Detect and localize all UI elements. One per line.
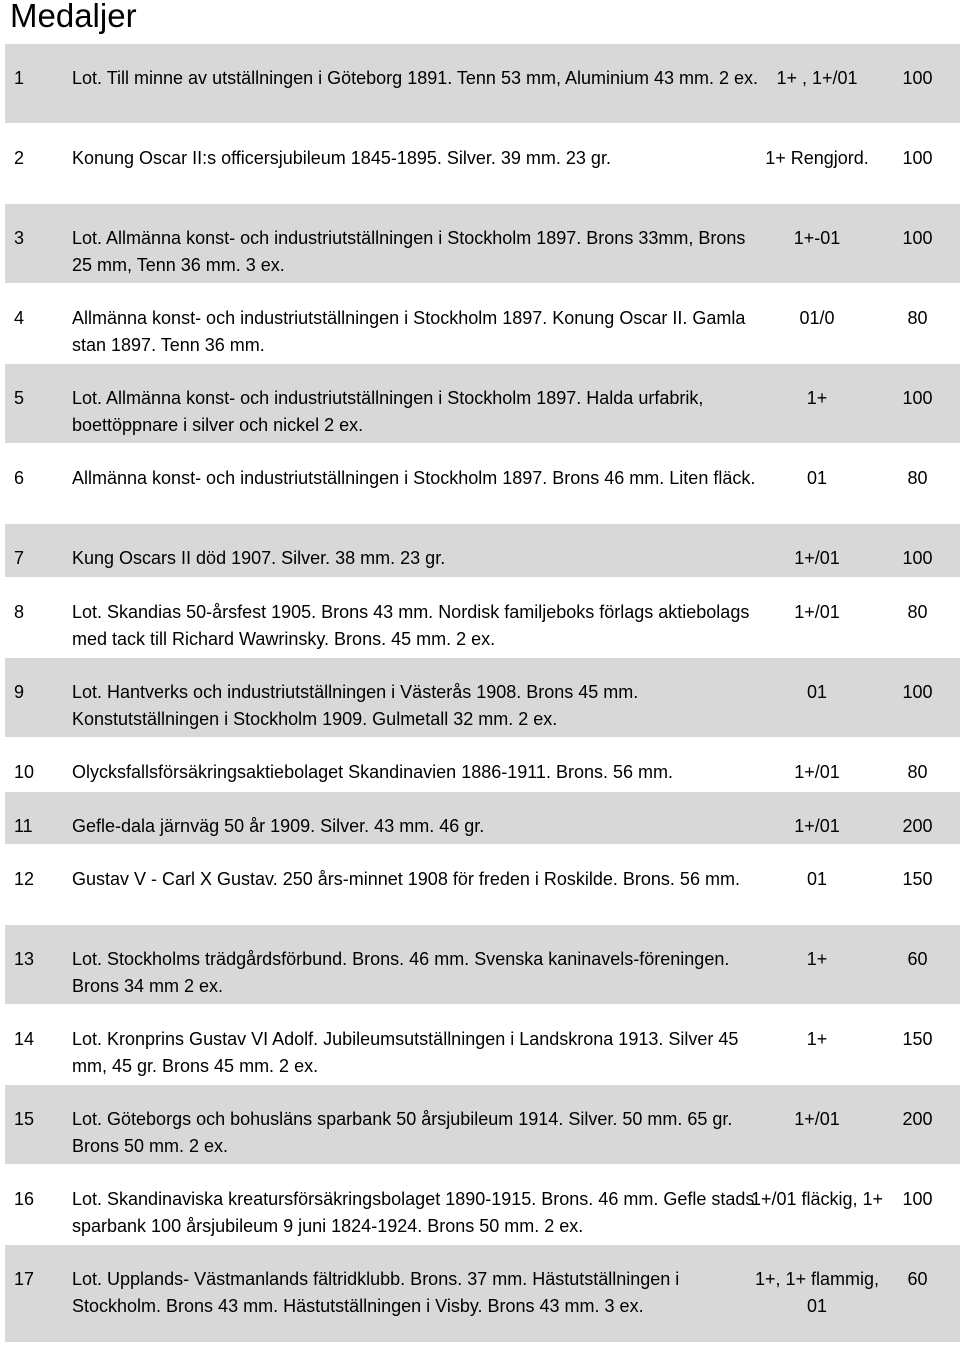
lot-number: 16 [14, 1189, 35, 1209]
lot-price: 80 [907, 308, 928, 328]
table-row [5, 925, 960, 1005]
lot-number: 11 [14, 816, 33, 836]
lot-description: Lot. Skandinaviska kreatursförsäkringsbolaget 1890-1915. Brons. 46 mm. Gefle stads sparbank 100 årsjubileum 9 juni 1824-1924. Brons 50 mm. 2 ex. [72, 1189, 755, 1236]
table-row [5, 845, 960, 925]
lot-number: 12 [14, 869, 35, 889]
lot-price: 60 [907, 1269, 928, 1289]
lot-condition: 1+/01 [794, 816, 840, 836]
lot-price: 60 [907, 949, 928, 969]
table-row [5, 1085, 960, 1165]
lot-condition: 01/0 [799, 308, 835, 328]
lot-price: 80 [907, 468, 928, 488]
lot-condition: 01 [806, 468, 828, 488]
lot-number: 6 [14, 468, 25, 488]
lot-condition: 1+ Rengjord. [765, 148, 869, 168]
lot-description: Lot. Till minne av utställningen i Göteborg 1891. Tenn 53 mm, Aluminium 43 mm. 2 ex. [72, 68, 759, 88]
lot-description: Kung Oscars II död 1907. Silver. 38 mm. 23 gr. [72, 548, 446, 568]
lot-description: Lot. Göteborgs och bohusläns sparbank 50 årsjubileum 1914. Silver. 50 mm. 65 gr. Brons 50 mm. 2 ex. [72, 1109, 733, 1156]
table-row [5, 1245, 960, 1343]
lot-number: 8 [14, 602, 25, 622]
lot-number: 1 [14, 68, 25, 88]
lot-description: Lot. Skandias 50-årsfest 1905. Brons 43 mm. Nordisk familjeboks förlags aktiebolags med tack till Richard Wawrinsky. Brons. 45 mm. 2 ex. [72, 602, 750, 649]
table-row [5, 1165, 960, 1245]
lot-price: 200 [902, 816, 933, 836]
lot-number: 7 [14, 548, 25, 568]
lot-description: Lot. Kronprins Gustav VI Adolf. Jubileumsutställningen i Landskrona 1913. Silver 45 mm, 45 gr. Brons 45 mm. 2 ex. [72, 1029, 739, 1076]
table-row [5, 792, 960, 845]
lot-condition: 1+/01 [794, 762, 840, 782]
lot-price: 100 [902, 148, 933, 168]
lot-condition: 01 [806, 682, 828, 702]
lot-description: Lot. Allmänna konst- och industriutställningen i Stockholm 1897. Brons 33mm, Brons 25 mm, Tenn 36 mm. 3 ex. [72, 228, 746, 275]
table-row [5, 284, 960, 364]
lot-description: Konung Oscar II:s officersjubileum 1845-1895. Silver. 39 mm. 23 gr. [72, 148, 611, 168]
lot-price: 100 [902, 1189, 933, 1209]
lot-price: 80 [907, 602, 928, 622]
lot-number: 3 [14, 228, 25, 248]
lot-description: Lot. Stockholms trädgårdsförbund. Brons. 46 mm. Svenska kaninavels-föreningen. Brons 34 mm 2 ex. [72, 949, 730, 996]
lot-number: 4 [14, 308, 25, 328]
table-row [5, 364, 960, 444]
lot-number: 14 [14, 1029, 35, 1049]
table-row [5, 524, 960, 578]
lot-price: 100 [902, 682, 933, 702]
table-row [5, 444, 960, 524]
lot-description: Gustav V - Carl X Gustav. 250 års-minnet 1908 för freden i Roskilde. Brons. 56 mm. [72, 869, 740, 889]
lot-condition: 1+ [806, 388, 828, 408]
lot-description: Lot. Upplands- Västmanlands fältridklubb. Brons. 37 mm. Hästutställningen i Stockholm. Brons 43 mm. Hästutställningen i Visby. Brons 43 mm. 3 ex. [72, 1269, 680, 1316]
lot-price: 100 [902, 68, 933, 88]
lot-price: 100 [902, 548, 933, 568]
lot-number: 15 [14, 1109, 35, 1129]
lot-table [5, 44, 960, 1343]
lot-condition: 1+/01 [794, 1109, 840, 1129]
table-row [5, 578, 960, 658]
lot-number: 13 [14, 949, 35, 969]
lot-description: Olycksfallsförsäkringsaktiebolaget Skandinavien 1886-1911. Brons. 56 mm. [72, 762, 673, 782]
lot-number: 2 [14, 148, 25, 168]
lot-price: 80 [907, 762, 928, 782]
lot-condition: 1+ [806, 949, 828, 969]
lot-number: 10 [14, 762, 35, 782]
lot-number: 9 [14, 682, 25, 702]
lot-price: 200 [902, 1109, 933, 1129]
lot-condition: 1+/01 [794, 548, 840, 568]
lot-price: 150 [902, 869, 933, 889]
table-row [5, 1005, 960, 1085]
page-title: Medaljer [10, 0, 137, 34]
lot-description: Lot. Hantverks och industriutställningen i Västerås 1908. Brons 45 mm. Konstutställningen i Stockholm 1909. Gulmetall 32 mm. 2 ex. [72, 682, 639, 729]
table-row [5, 124, 960, 204]
lot-condition: 1+/01 [794, 602, 840, 622]
lot-condition: 1+ , 1+/01 [776, 68, 858, 88]
lot-price: 150 [902, 1029, 933, 1049]
lot-condition: 01 [806, 869, 828, 889]
lot-description: Allmänna konst- och industriutställningen i Stockholm 1897. Konung Oscar II. Gamla stan 1897. Tenn 36 mm. [72, 308, 746, 355]
lot-number: 17 [14, 1269, 35, 1289]
lot-condition: 1+-01 [793, 228, 841, 248]
lot-condition: 1+/01 fläckig, 1+ [750, 1189, 884, 1209]
lot-description: Gefle-dala järnväg 50 år 1909. Silver. 43 mm. 46 gr. [72, 816, 485, 836]
table-row [5, 738, 960, 792]
lot-condition: 1+, 1+ flammig, 01 [754, 1269, 880, 1316]
table-row [5, 44, 960, 124]
lot-description: Lot. Allmänna konst- och industriutställningen i Stockholm 1897. Halda urfabrik, boettöppnare i silver och nickel 2 ex. [72, 388, 704, 435]
lot-description: Allmänna konst- och industriutställningen i Stockholm 1897. Brons 46 mm. Liten fläck. [72, 468, 756, 488]
table-row [5, 658, 960, 738]
lot-number: 5 [14, 388, 25, 408]
lot-price: 100 [902, 228, 933, 248]
lot-price: 100 [902, 388, 933, 408]
lot-condition: 1+ [806, 1029, 828, 1049]
table-row [5, 204, 960, 284]
